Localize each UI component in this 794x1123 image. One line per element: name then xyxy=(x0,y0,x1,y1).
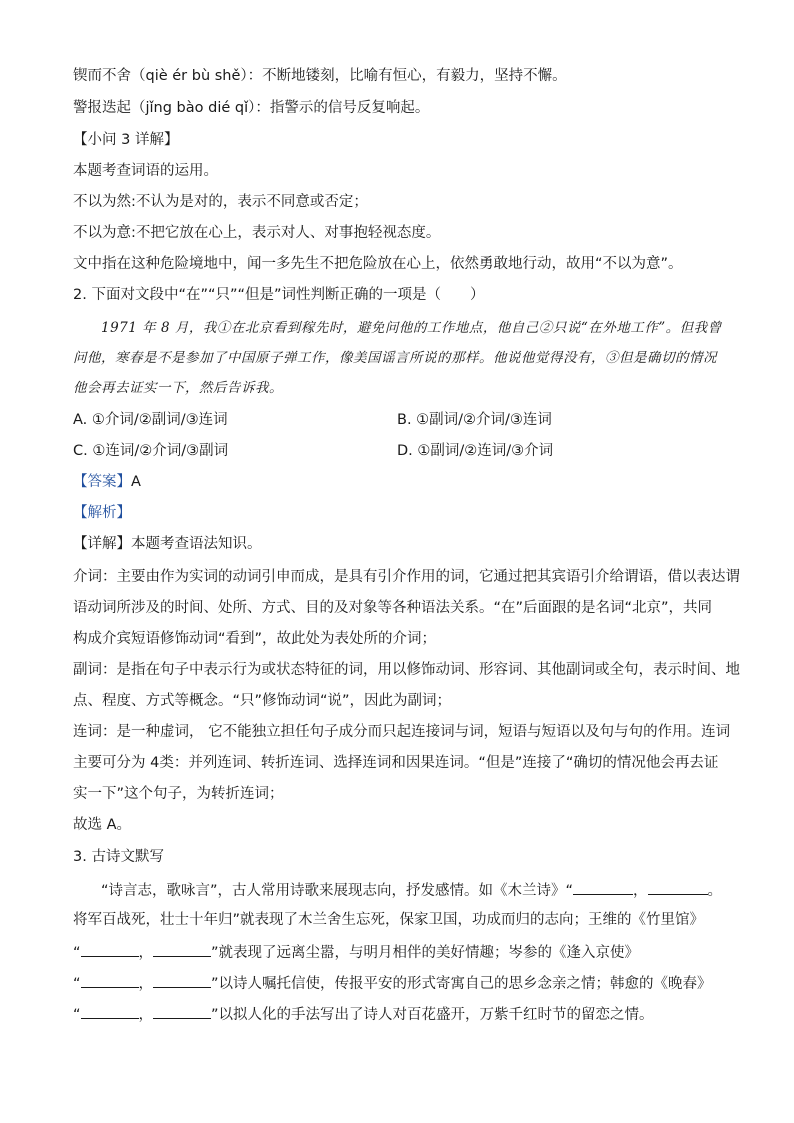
option-a: A. ①介词/②副词/③连词 xyxy=(73,412,228,428)
passage-line: 1971 年 8 月，我①在北京看到稼先时，避免问他的工作地点，他自己②只说“在外地工作”。但我曾 xyxy=(101,320,722,336)
fill-line: “ ， ”以拟人化的手法写出了诗人对百花盛开，万紫千红时节的留恋之情。 xyxy=(73,1003,654,1025)
fill-blank[interactable] xyxy=(81,972,139,988)
detail-tag: 【详解】 xyxy=(73,536,131,552)
answer-tag: 【答案】 xyxy=(73,474,131,490)
option-c: C. ①连词/②介词/③副词 xyxy=(73,443,229,459)
explanation-line: 点、程度、方式等概念。“只”修饰动词“说”，因此为副词； xyxy=(73,693,452,709)
passage-line: 问他，寒春是不是参加了中国原子弹工作，像美国谣言所说的那样。他说他觉得没有，③但是确切的情况 xyxy=(73,350,717,366)
fill-line: “ ， ”就表现了远离尘嚣，与明月相伴的美好情趣；岑参的《逢入京使》 xyxy=(73,941,639,963)
question-title: 3. 古诗文默写 xyxy=(73,849,164,865)
explanation-line: 语动词所涉及的时间、处所、方式、目的及对象等各种语法关系。“在”后面跟的是名词“北京”，共同 xyxy=(73,600,713,616)
fill-blank[interactable] xyxy=(81,941,139,957)
conclusion-line: 故选 A。 xyxy=(73,817,132,833)
answer-value: A xyxy=(131,474,141,490)
fill-blank[interactable] xyxy=(648,879,708,895)
question-title: 2. 下面对文段中“在”“只”“但是”词性判断正确的一项是（ ） xyxy=(73,287,485,303)
fill-line: 将军百战死，壮士十年归”就表现了木兰舍生忘死，保家卫国，功成而归的志向；王维的《竹里馆》 xyxy=(73,912,705,928)
definition-line: 警报迭起（jǐng bào dié qǐ）：指警示的信号反复响起。 xyxy=(73,100,430,116)
body-text: 本题考查词语的运用。 xyxy=(73,163,218,179)
fill-blank[interactable] xyxy=(153,972,211,988)
detail-text: 本题考查语法知识。 xyxy=(131,536,262,552)
fill-blank[interactable] xyxy=(573,879,633,895)
explanation-line: 主要可分为 4类：并列连词、转折连词、选择连词和因果连词。“但是”连接了“确切的情况他会再去证 xyxy=(73,755,719,771)
explanation-line: 副词：是指在句子中表示行为或状态特征的词，用以修饰动词、形容词、其他副词或全句，表示时间、地 xyxy=(73,662,740,678)
option-d: D. ①副词/②连词/③介词 xyxy=(397,443,554,459)
body-text: 不以为然:不认为是对的，表示不同意或否定； xyxy=(73,194,368,210)
definition-line: 锲而不舍（qiè ér bù shě）：不断地镂刻，比喻有恒心，有毅力，坚持不懈。 xyxy=(73,68,567,84)
explanation-line: 构成介宾短语修饰动词“看到”，故此处为表处所的介词； xyxy=(73,631,437,647)
analysis-tag: 【解析】 xyxy=(73,505,131,521)
fill-line: “ ， ”以诗人嘱托信使，传报平安的形式寄寓自己的思乡念亲之情；韩愈的《晚春》 xyxy=(73,972,712,994)
explanation-line: 连词：是一种虚词， 它不能独立担任句子成分而只起连接词与词，短语与短语以及句与句的作用。连词 xyxy=(73,724,731,740)
fill-line: “诗言志，歌咏言”，古人常用诗歌来展现志向，抒发感情。如《木兰诗》“ ， 。 xyxy=(101,879,722,901)
explanation-line: 实一下”这个句子，为转折连词； xyxy=(73,786,284,802)
fill-blank[interactable] xyxy=(81,1003,139,1019)
body-text: 不以为意:不把它放在心上，表示对人、对事抱轻视态度。 xyxy=(73,225,441,241)
section-heading: 【小问 3 详解】 xyxy=(73,132,179,148)
option-b: B. ①副词/②介词/③连词 xyxy=(397,412,552,428)
fill-blank[interactable] xyxy=(153,1003,211,1019)
answer-line xyxy=(73,472,141,492)
body-text: 文中指在这种危险境地中，闻一多先生不把危险放在心上，依然勇敢地行动，故用“不以为意”。 xyxy=(73,256,683,272)
detail-line xyxy=(73,534,262,554)
fill-blank[interactable] xyxy=(153,941,211,957)
passage-line: 他会再去证实一下，然后告诉我。 xyxy=(73,380,283,396)
explanation-line: 介词：主要由作为实词的动词引申而成，是具有引介作用的词，它通过把其宾语引介给谓语，借以表达谓 xyxy=(73,569,740,585)
